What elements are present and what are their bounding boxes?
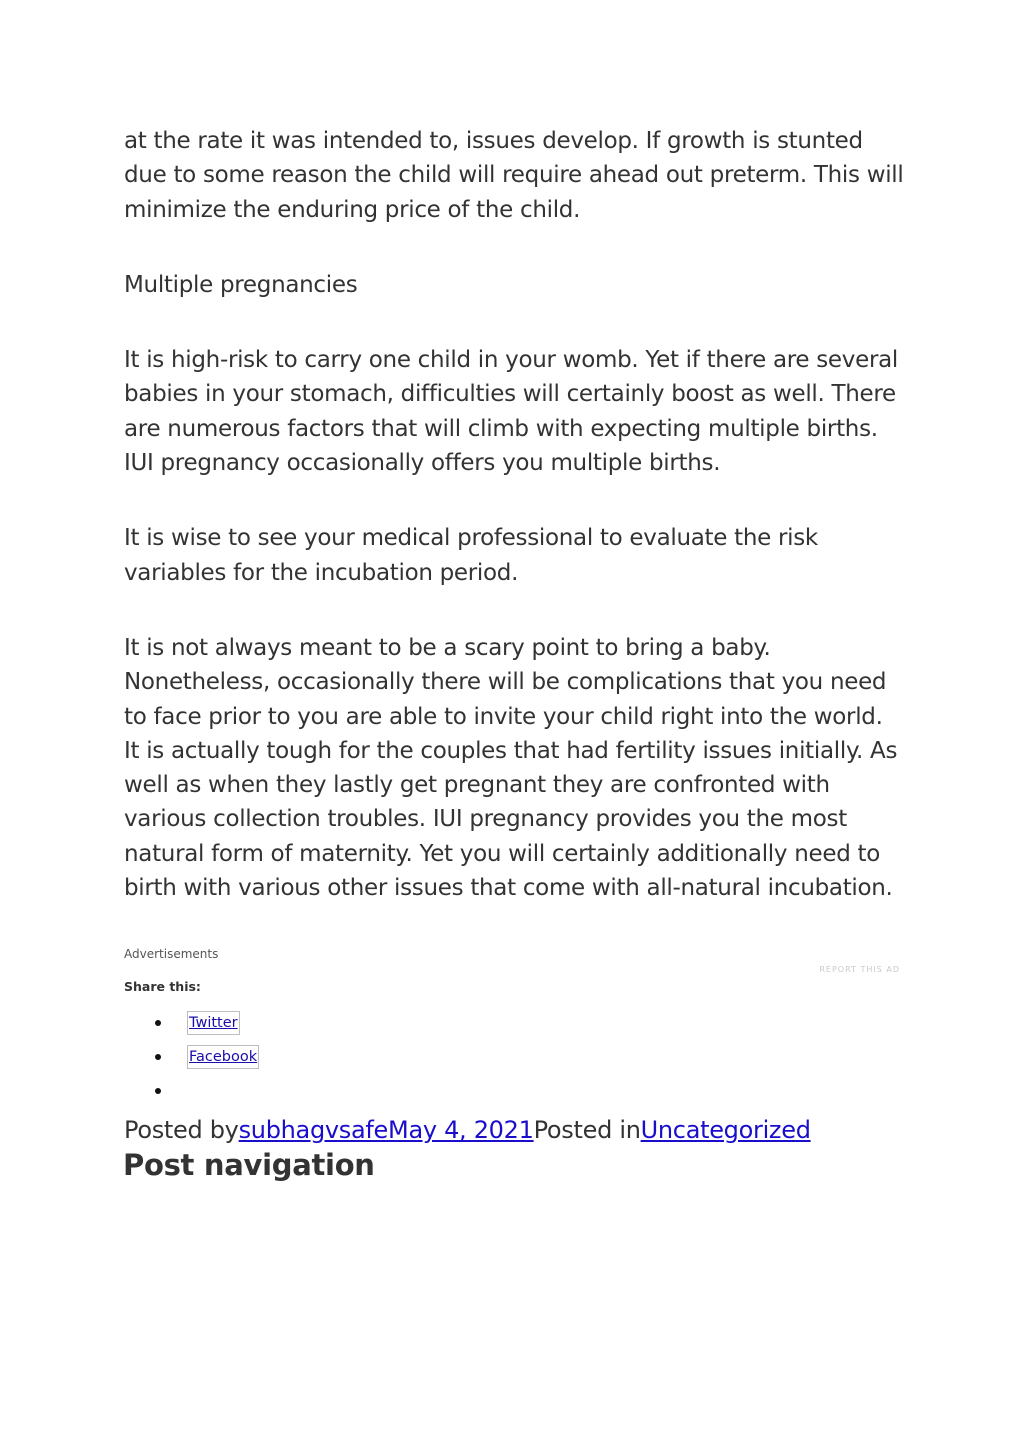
posted-by-label: Posted by: [124, 1116, 239, 1145]
bullet-icon: [155, 1020, 161, 1026]
posted-in-label: Posted in: [533, 1116, 641, 1145]
bullet-icon: [155, 1088, 161, 1094]
share-list: [124, 1011, 904, 1113]
share-item-twitter: [124, 1011, 904, 1045]
category-link[interactable]: Uncategorized: [640, 1116, 811, 1145]
share-item-facebook: [124, 1045, 904, 1079]
date-link[interactable]: May 4, 2021: [388, 1116, 534, 1145]
article-subheading: Multiple pregnancies: [124, 271, 358, 298]
article-content: [124, 124, 904, 1182]
bullet-icon: [155, 1054, 161, 1060]
post-navigation-heading: Post navigation: [123, 1148, 375, 1183]
report-ad-link[interactable]: REPORT THIS AD: [819, 965, 900, 975]
share-item-empty: [124, 1079, 904, 1113]
article-paragraph: at the rate it was intended to, issues develop. If growth is stunted due to some reason the child will require ahead out preterm. This will minimize the enduring price of the child.: [124, 128, 904, 223]
share-twitter-link[interactable]: Twitter: [187, 1011, 240, 1035]
author-link[interactable]: subhagvsafe: [238, 1116, 389, 1145]
article-paragraph: It is high-risk to carry one child in your womb. Yet if there are several babies in your stomach, difficulties will certainly boost as well. There are numerous factors that will climb with expecting multiple births. IUI pregnancy occasionally offers you multiple births.: [124, 347, 898, 477]
article-paragraph: It is not always meant to be a scary point to bring a baby. Nonetheless, occasionally there will be complications that you need to face prior to you are able to invite your child right into the world. It is actually tough for the couples that had fertility issues initially. As well as when they lastly get pregnant they are confronted with various collection troubles. IUI pregnancy provides you the most natural form of maternity. Yet you will certainly additionally need to birth with various other issues that come with all-natural incubation.: [124, 634, 898, 902]
advertisement-area: [124, 947, 904, 977]
advertisements-label: Advertisements: [124, 947, 219, 962]
article-paragraph: It is wise to see your medical professional to evaluate the risk variables for the incubation period.: [124, 525, 818, 586]
post-meta: [124, 1116, 904, 1144]
share-title: Share this:: [124, 979, 201, 995]
share-facebook-link[interactable]: Facebook: [187, 1045, 259, 1069]
